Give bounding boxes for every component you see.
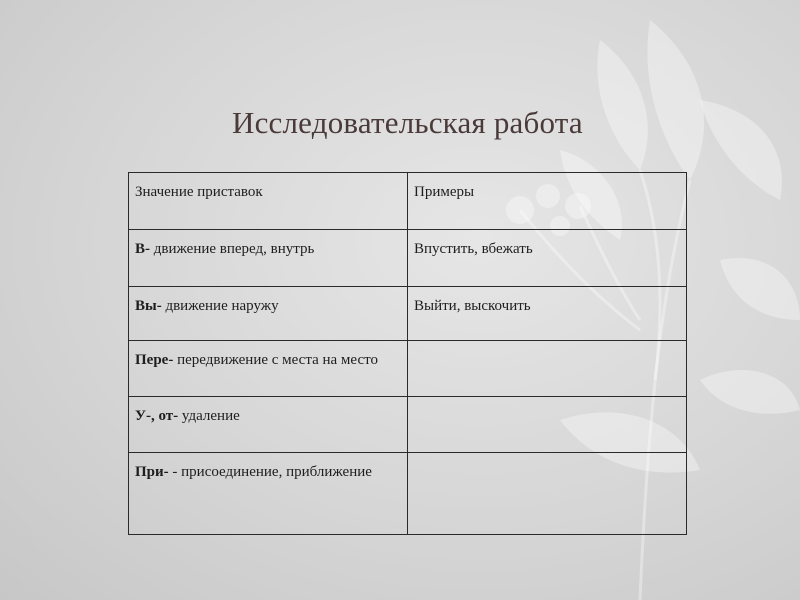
meaning-text: движение вперед, внутрь	[153, 241, 315, 257]
prefix-label: При-	[135, 464, 169, 480]
examples-cell: Впустить, вбежать	[408, 230, 687, 287]
prefix-label: Пере-	[135, 352, 174, 368]
examples-cell: Выйти, выскочить	[408, 287, 687, 341]
table-row	[129, 453, 687, 535]
meaning-cell	[129, 341, 408, 397]
meaning-cell	[129, 230, 408, 287]
header-meaning: Значение приставок	[129, 173, 408, 230]
meaning-text: движение наружу	[165, 298, 279, 314]
meaning-cell	[129, 397, 408, 453]
table-row	[129, 287, 687, 341]
page-title: Исследовательская работа	[232, 105, 583, 140]
meaning-text: передвижение с места на место	[177, 352, 378, 368]
examples-cell	[408, 397, 687, 453]
header-examples: Примеры	[408, 173, 687, 230]
meaning-text: удаление	[181, 408, 240, 424]
prefix-label: У-, от-	[135, 408, 179, 424]
meaning-cell	[129, 453, 408, 535]
table-header-row	[129, 173, 687, 230]
prefix-meaning-table	[128, 172, 687, 535]
meaning-cell	[129, 287, 408, 341]
table-row	[129, 397, 687, 453]
prefix-label: В-	[135, 241, 150, 257]
meaning-text: - присоединение, приближение	[172, 464, 372, 480]
examples-cell	[408, 453, 687, 535]
examples-cell	[408, 341, 687, 397]
prefix-label: Вы-	[135, 298, 162, 314]
table-row	[129, 341, 687, 397]
table-row	[129, 230, 687, 287]
